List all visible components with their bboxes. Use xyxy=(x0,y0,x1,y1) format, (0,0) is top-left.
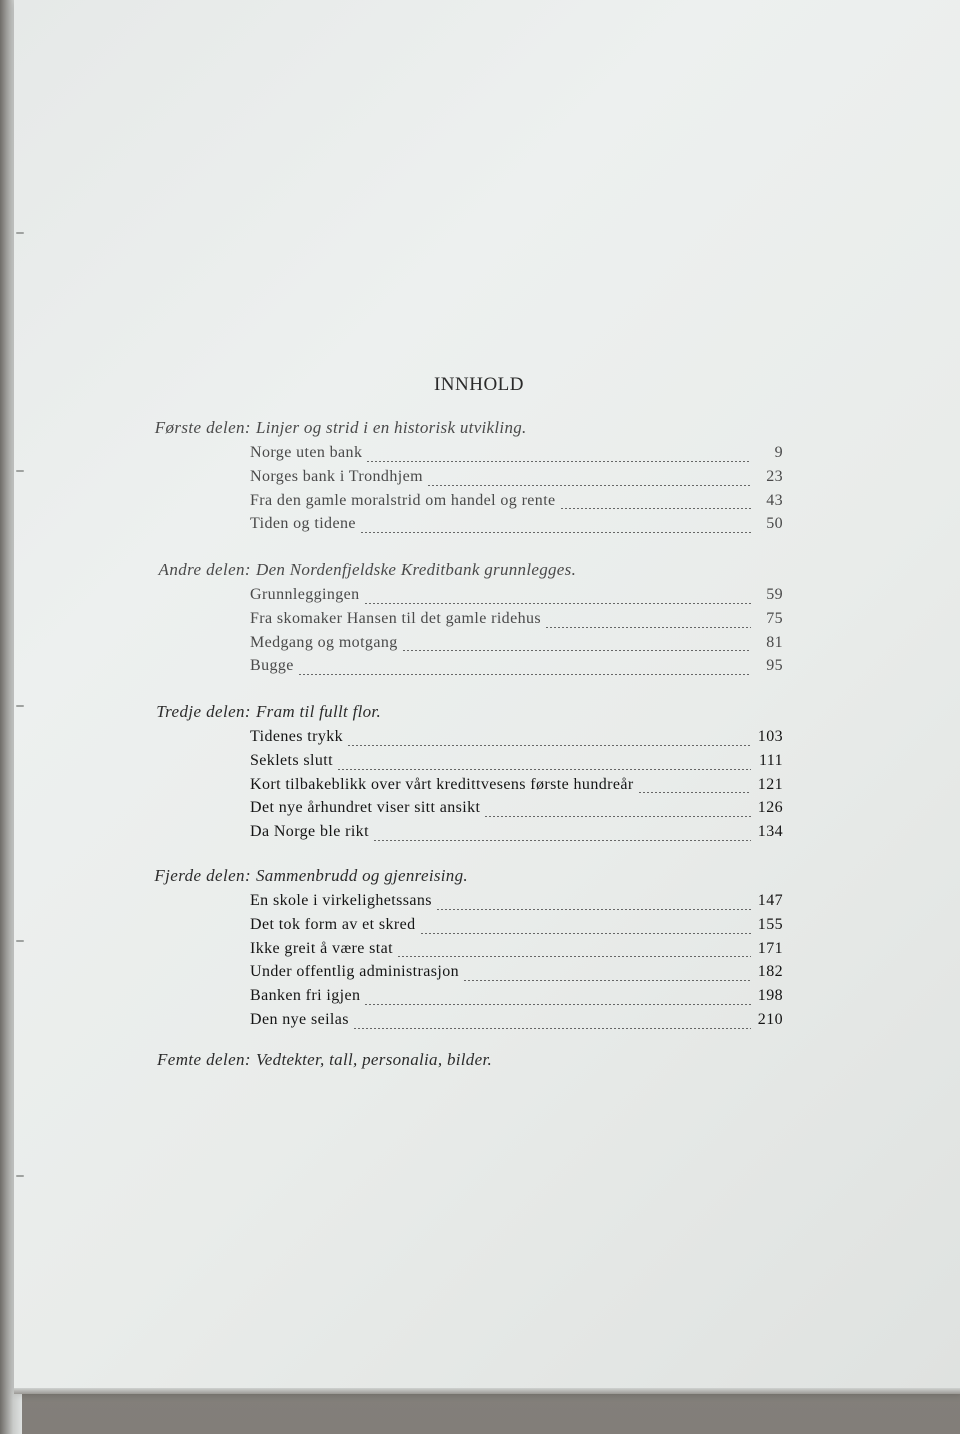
chapter-list xyxy=(250,892,783,1035)
chapter-entry xyxy=(250,492,783,516)
part-label: Tredje delen: xyxy=(156,702,251,721)
chapter-page: 182 xyxy=(757,963,783,981)
chapter-entry xyxy=(250,586,783,610)
dot-leader xyxy=(638,792,751,793)
dot-leader xyxy=(484,816,751,817)
part-label: Fjerde delen: xyxy=(154,866,251,885)
chapter-entry xyxy=(250,892,783,916)
dot-leader xyxy=(364,1004,751,1005)
chapter-list xyxy=(250,444,783,539)
binding-stitch xyxy=(16,940,24,942)
dot-leader xyxy=(436,909,751,910)
chapter-title: Det tok form av et skred xyxy=(250,915,416,933)
chapter-title: Under offentlig administrasjon xyxy=(250,963,459,981)
chapter-entry xyxy=(250,657,783,681)
chapter-page: 134 xyxy=(757,823,783,841)
chapter-title: Da Norge ble rikt xyxy=(250,823,369,841)
part-header xyxy=(105,1050,795,1076)
chapter-entry xyxy=(250,776,783,800)
chapter-page: 23 xyxy=(766,467,783,485)
binding-stitch xyxy=(16,470,24,472)
chapter-page: 126 xyxy=(757,799,783,817)
toc-heading xyxy=(0,374,940,396)
dot-leader xyxy=(560,508,751,509)
part-label: Første delen: xyxy=(154,418,251,437)
part-header xyxy=(105,702,795,728)
binding-stitch xyxy=(16,232,24,234)
chapter-entry xyxy=(250,515,783,539)
chapter-entry xyxy=(250,963,783,987)
dot-leader xyxy=(427,485,751,486)
chapter-page: 121 xyxy=(757,775,783,793)
chapter-page: 103 xyxy=(757,728,783,745)
chapter-list xyxy=(250,586,783,681)
chapter-title: Grunnleggingen xyxy=(250,586,360,603)
dot-leader xyxy=(364,603,751,604)
chapter-title: Seklets slutt xyxy=(250,751,333,769)
chapter-entry xyxy=(250,610,783,634)
chapter-entry xyxy=(250,916,783,940)
part-label: Andre delen: xyxy=(158,560,251,579)
chapter-entry xyxy=(250,823,783,847)
dot-leader xyxy=(545,627,751,628)
part-title: Fram til fullt flor. xyxy=(256,702,382,721)
chapter-page: 210 xyxy=(757,1010,783,1028)
chapter-entry xyxy=(250,468,783,492)
dot-leader xyxy=(337,769,751,770)
part-title: Linjer og strid i en historisk utvikling. xyxy=(256,418,527,437)
part-label: Femte delen: xyxy=(156,1050,251,1069)
part-1 xyxy=(105,418,795,539)
part-5 xyxy=(105,1050,795,1076)
chapter-entry xyxy=(250,987,783,1011)
chapter-title: Den nye seilas xyxy=(250,1010,349,1028)
part-header xyxy=(105,418,795,444)
chapter-title: Norge uten bank xyxy=(250,444,363,461)
dot-leader xyxy=(360,532,751,533)
chapter-title: Det nye århundret viser sitt ansikt xyxy=(250,799,481,817)
dot-leader xyxy=(347,745,751,746)
chapter-page: 95 xyxy=(766,657,783,675)
dot-leader xyxy=(366,461,751,462)
chapter-entry xyxy=(250,752,783,776)
chapter-page: 147 xyxy=(757,892,783,909)
chapter-title: Tidenes trykk xyxy=(250,728,344,745)
chapter-title: Fra den gamle moralstrid om handel og rente xyxy=(250,491,556,509)
chapter-entry xyxy=(250,799,783,823)
chapter-page: 43 xyxy=(766,491,783,509)
chapter-page: 75 xyxy=(766,609,783,627)
chapter-page: 81 xyxy=(766,633,783,651)
chapter-page: 59 xyxy=(766,586,783,603)
chapter-title: Tiden og tidene xyxy=(250,515,356,533)
dot-leader xyxy=(373,840,751,841)
chapter-title: Norges bank i Trondhjem xyxy=(250,467,423,485)
chapter-title: Fra skomaker Hansen til det gamle ridehus xyxy=(250,609,541,627)
chapter-title: Kort tilbakeblikk over vårt kredittvesens første hundreår xyxy=(250,775,634,793)
chapter-title: Medgang og motgang xyxy=(250,633,398,651)
chapter-title: Bugge xyxy=(250,657,294,675)
part-header xyxy=(105,866,795,892)
chapter-page: 9 xyxy=(774,444,783,461)
part-2 xyxy=(105,560,795,681)
toc-heading-text: INNHOLD xyxy=(433,374,525,395)
chapter-list xyxy=(250,728,783,847)
chapter-page: 171 xyxy=(757,939,783,957)
chapter-page: 50 xyxy=(766,515,783,533)
dot-leader xyxy=(402,650,751,651)
book-page xyxy=(14,0,960,1390)
page-bottom-edge xyxy=(14,1388,960,1394)
chapter-page: 111 xyxy=(758,751,783,769)
part-header xyxy=(105,560,795,586)
part-title: Sammenbrudd og gjenreising. xyxy=(256,866,468,885)
chapter-entry xyxy=(250,1011,783,1035)
binding-stitch xyxy=(16,705,24,707)
chapter-title: Ikke greit å være stat xyxy=(250,939,393,957)
part-3 xyxy=(105,702,795,847)
chapter-entry xyxy=(250,940,783,964)
dot-leader xyxy=(463,980,751,981)
chapter-title: Banken fri igjen xyxy=(250,987,361,1005)
chapter-entry xyxy=(250,728,783,752)
chapter-page: 198 xyxy=(757,987,783,1005)
part-title: Den Nordenfjeldske Kreditbank grunnlegges. xyxy=(256,560,577,579)
part-4 xyxy=(105,866,795,1035)
binding-stitch xyxy=(16,1175,24,1177)
dot-leader xyxy=(298,674,751,675)
dot-leader xyxy=(353,1028,751,1029)
dot-leader xyxy=(420,933,751,934)
part-title: Vedtekter, tall, personalia, bilder. xyxy=(256,1050,493,1069)
chapter-title: En skole i virkelighetssans xyxy=(250,892,432,909)
chapter-entry xyxy=(250,634,783,658)
dot-leader xyxy=(397,956,751,957)
chapter-page: 155 xyxy=(757,915,783,933)
chapter-entry xyxy=(250,444,783,468)
